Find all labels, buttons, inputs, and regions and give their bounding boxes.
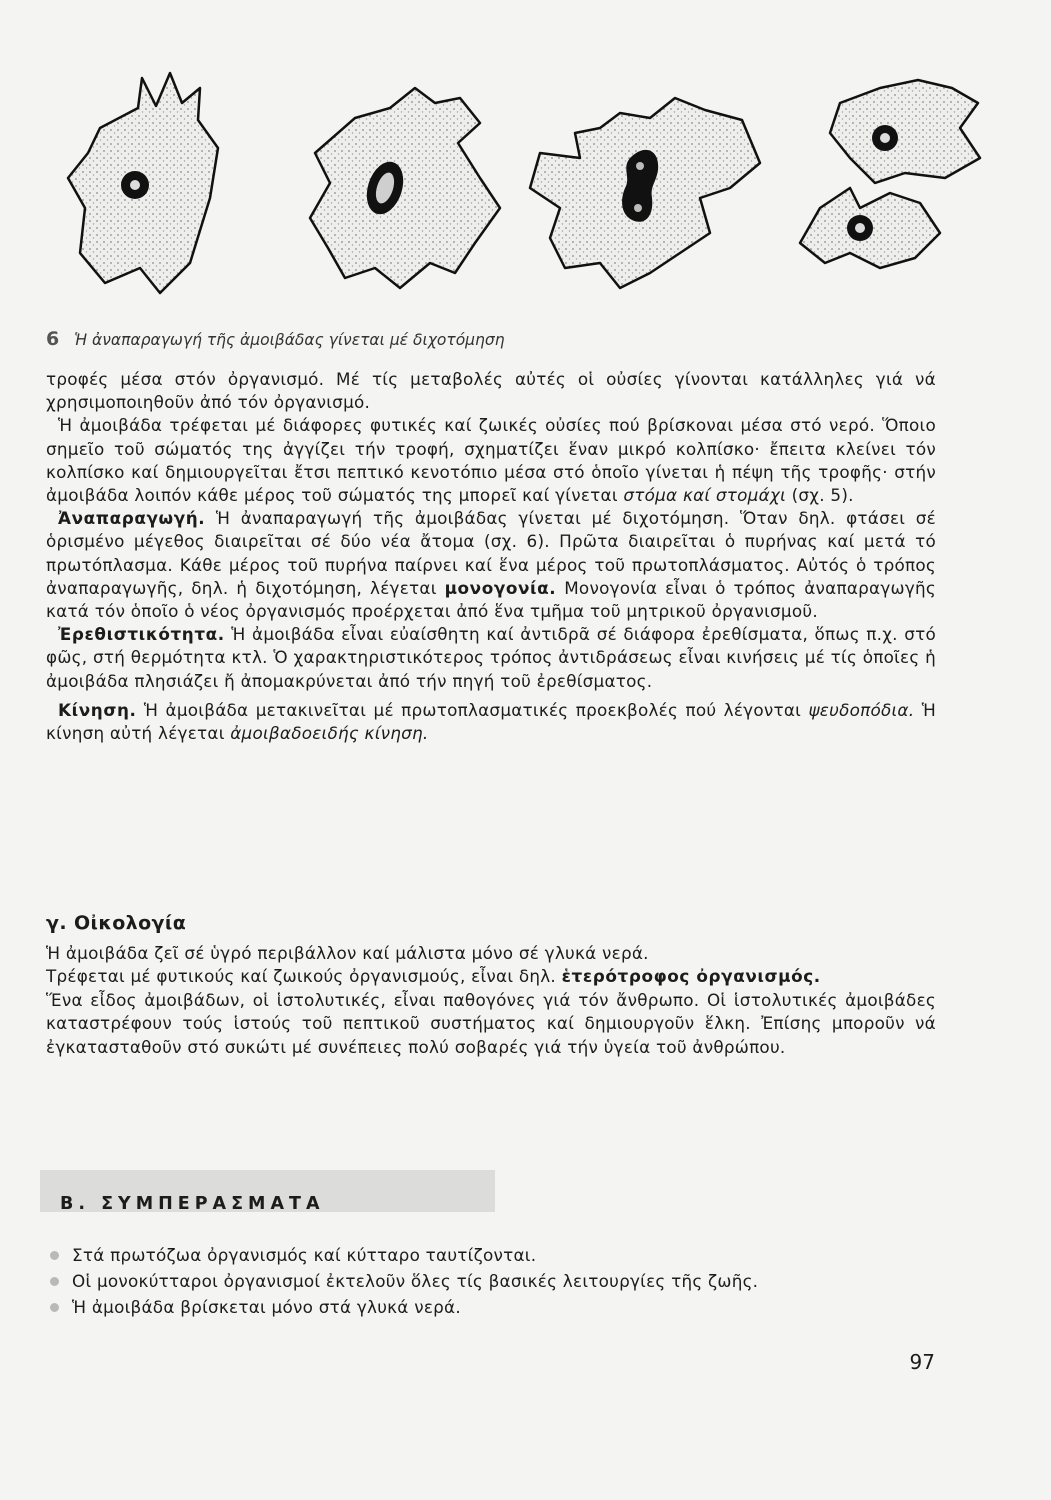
main-text — [46, 368, 936, 745]
movement-text-1: Ἡ ἀμοιβάδα μετακινεῖται μέ πρωτοπλασματικές προεκβολές πού λέγονται — [143, 699, 802, 720]
movement-paragraph — [46, 699, 936, 745]
pseudopodia-term: ψευδοπόδια. — [808, 699, 915, 720]
movement-heading: Κίνηση. — [58, 699, 137, 720]
ecology-section — [46, 942, 936, 1059]
ecology-p2-text: Τρέφεται μέ φυτικούς καί ζωικούς ὀργανισμούς, εἶναι δηλ. — [46, 966, 556, 987]
amoeba-division-figure — [60, 58, 990, 328]
feeding-end: (σχ. 5). — [791, 485, 854, 506]
conclusion-text: Στά πρωτόζωα ὀργανισμός καί κύτταρο ταυτίζονται. — [72, 1245, 537, 1265]
figure-number: 6 — [46, 328, 60, 350]
amoeboid-movement-term: ἀμοιβαδοειδής κίνηση. — [230, 723, 429, 744]
amoeba-stage-2 — [310, 88, 500, 288]
conclusion-item — [46, 1294, 758, 1320]
reproduction-paragraph — [46, 507, 936, 623]
intro-paragraph: τροφές μέσα στόν ὀργανισμό. Μέ τίς μεταβολές αὐτές οἱ οὐσίες γίνονται κατάλληλες γιά νά χρησιμοποιηθοῦν ἀπό τόν ὀργανισμό. — [46, 369, 936, 413]
ecology-p3: Ἕνα εἶδος ἀμοιβάδων, οἱ ἱστολυτικές, εἶναι παθογόνες γιά τόν ἄνθρωπο. Οἱ ἱστολυτικές ἀμοιβάδες καταστρέφουν τούς ἱστούς τοῦ πεπτικοῦ συστήματος καί δημιουργοῦν ἕλκη. Ἐπίσης μποροῦν νά ἐγκατασταθοῦν στό συκώτι μέ συνέπειες πολύ σοβαρές γιά τήν ὑγεία τοῦ ἀνθρώπου. — [46, 989, 936, 1057]
monogony-term: μονογονία. — [444, 577, 557, 598]
conclusion-item — [46, 1242, 758, 1268]
amoeba-division-illustration — [60, 58, 990, 328]
bullet-dot-icon — [50, 1277, 59, 1286]
figure-caption-text: Ἡ ἀναπαραγωγή τῆς ἀμοιβάδας γίνεται μέ διχοτόμηση — [74, 331, 505, 349]
bullet-dot-icon — [50, 1303, 59, 1312]
ecology-p1: Ἡ ἀμοιβάδα ζεῖ σέ ὑγρό περιβάλλον καί μάλιστα μόνο σέ γλυκά νερά. — [46, 943, 649, 963]
heterotroph-term: ἑτερότροφος ὀργανισμός. — [561, 966, 821, 987]
movement-text-2: Ἡ κίνηση αὐτή λέγεται — [46, 699, 937, 744]
conclusion-item — [46, 1268, 758, 1294]
reproduction-text-1: Ἡ ἀναπαραγωγή τῆς ἀμοιβάδας γίνεται μέ διχοτόμηση. Ὅταν δηλ. φτάσει σέ ὁρισμένο μέγεθος διαιρεῖται σέ δύο νέα ἄτομα (σχ. 6). Πρῶτα διαιρεῖται ὁ πυρήνας καί μετά τό πρωτόπλασμα. Κάθε μέρος τοῦ πυρήνα παίρνει καί ἕνα μέρος τοῦ πρωτοπλάσματος. Αὐτός ὁ τρόπος ἀναπαραγωγῆς, δηλ. ἡ διχοτόμηση, λέγεται — [46, 508, 936, 598]
reproduction-text-2: Μονογονία εἶναι ὁ τρόπος ἀναπαραγωγῆς κατά τόν ὁποῖο ὁ νέος ὀργανισμός προέρχεται ἀπό ἕνα τμῆμα τοῦ μητρικοῦ ὀργανισμοῦ. — [46, 577, 937, 622]
feeding-italic: στόμα καί στομάχι — [623, 485, 787, 506]
irritability-heading: Ἐρεθιστικότητα. — [58, 624, 225, 645]
page-number: 97 — [909, 1350, 935, 1374]
reproduction-heading: Ἀναπαραγωγή. — [58, 508, 206, 529]
conclusion-text: Ἡ ἀμοιβάδα βρίσκεται μόνο στά γλυκά νερά. — [72, 1297, 461, 1317]
bullet-dot-icon — [50, 1251, 59, 1260]
irritability-paragraph — [46, 623, 936, 693]
amoeba-stage-3 — [530, 98, 760, 288]
conclusions-list — [46, 1242, 758, 1320]
feeding-text: Ἡ ἀμοιβάδα τρέφεται μέ διάφορες φυτικές καί ζωικές οὐσίες πού βρίσκοναι μέσα στό νερό. Ὅποιο σημεῖο τοῦ σώματός της ἀγγίζει τήν τροφή, σχηματίζει ἕναν μικρό κολπίσκο· ἔπειτα κλείνει τόν κολπίσκο καί δημιουργεῖται ἔτσι πεπτικό κενοτόπιο μέσα στό ὁποῖο γίνεται ἡ πέψη τῆς τροφῆς· στήν ἀμοιβάδα λοιπόν κάθε μέρος τοῦ σώματός της μπορεῖ καί γίνεται — [46, 415, 936, 506]
figure-caption — [46, 328, 505, 350]
amoeba-stage-1 — [68, 73, 218, 293]
conclusion-text: Οἱ μονοκύτταροι ὀργανισμοί ἐκτελοῦν ὅλες τίς βασικές λειτουργίες τῆς ζωῆς. — [72, 1271, 759, 1291]
ecology-heading: γ. Οἰκολογία — [46, 912, 187, 934]
conclusions-title: Β. ΣΥΜΠΕΡΑΣΜΑΤΑ — [60, 1194, 325, 1214]
irritability-text: Ἡ ἀμοιβάδα εἶναι εὐαίσθητη καί ἀντιδρᾶ σέ διάφορα ἐρεθίσματα, ὅπως π.χ. στό φῶς, στή θερμότητα κτλ. Ὁ χαρακτηριστικότερος τρόπος ἀντιδράσεως εἶναι κινήσεις μέ τίς ὁποῖες ἡ ἀμοιβάδα πλησιάζει ἤ ἀπομακρύνεται ἀπό τήν πηγή τοῦ ἐρεθίσματος. — [46, 624, 937, 691]
ecology-p2 — [46, 965, 936, 988]
amoeba-stage-4-daughters — [800, 80, 980, 268]
feeding-paragraph — [46, 414, 936, 507]
